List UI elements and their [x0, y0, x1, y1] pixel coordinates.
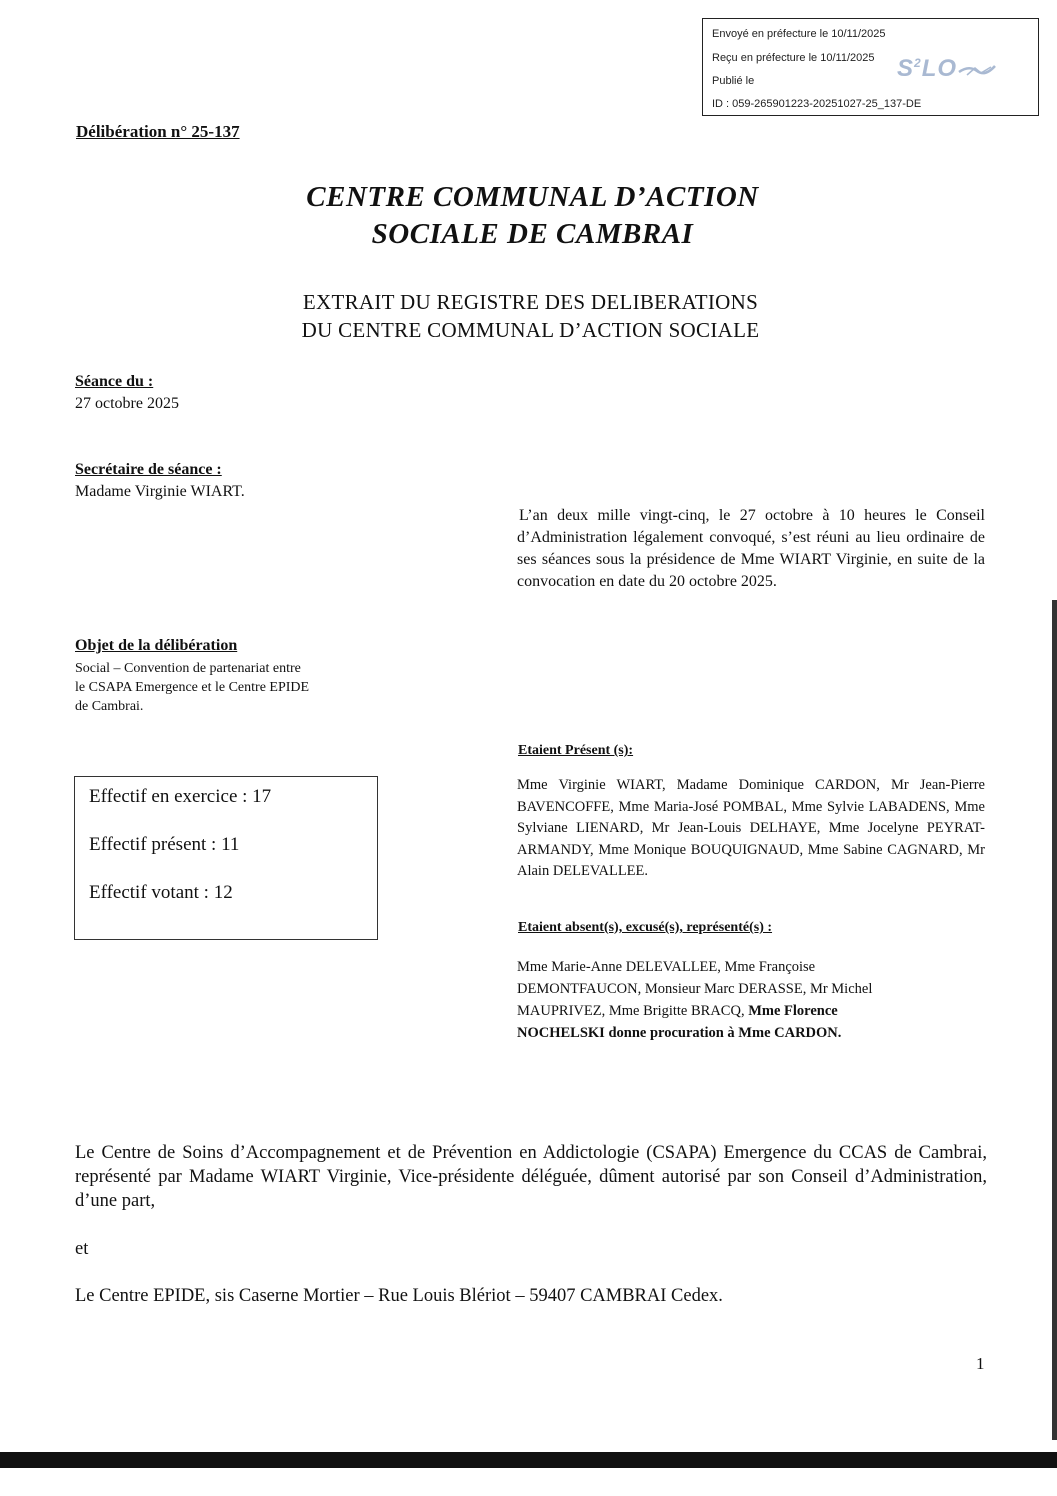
secretaire-label: Secrétaire de séance :: [75, 461, 222, 478]
scan-border-bar: [0, 1452, 1057, 1468]
stamp-published: Publié le: [712, 75, 755, 87]
page-number: 1: [976, 1354, 985, 1373]
absents-line: DEMONTFAUCON, Monsieur Marc DERASSE, Mr Michel: [517, 981, 873, 997]
objet-line: de Cambrai.: [75, 699, 144, 714]
subtitle-line-1: EXTRAIT DU REGISTRE DES DELIBERATIONS: [302, 290, 759, 314]
effectif-votant: Effectif votant : 12: [89, 882, 233, 903]
effectif-present: Effectif présent : 11: [89, 834, 240, 855]
stamp-received: Reçu en préfecture le 10/11/2025: [712, 52, 875, 64]
absents-line: Mme Marie-Anne DELEVALLEE, Mme Françoise: [517, 959, 816, 975]
epide-paragraph: Le Centre EPIDE, sis Caserne Mortier – Rue Louis Blériot – 59407 CAMBRAI Cedex.: [75, 1286, 723, 1306]
stamp-sent: Envoyé en préfecture le 10/11/2025: [712, 28, 886, 40]
seance-label: Séance du :: [75, 373, 154, 390]
subtitle-line-2: DU CENTRE COMMUNAL D’ACTION SOCIALE: [301, 318, 760, 342]
prefecture-stamp: [702, 18, 1039, 116]
deliberation-number: Délibération n° 25-137: [76, 122, 240, 141]
objet-label: Objet de la délibération: [75, 637, 238, 654]
et-text: et: [75, 1239, 89, 1259]
objet-text: [75, 659, 309, 716]
absents-line: MAUPRIVEZ, Mme Brigitte BRACQ, Mme Florence: [517, 1003, 838, 1019]
absents-list: [517, 956, 872, 1044]
absents-procuration: NOCHELSKI donne procuration à Mme CARDON.: [517, 1025, 842, 1041]
secretaire-name: Madame Virginie WIART.: [75, 483, 245, 500]
stamp-id: ID : 059-265901223-20251027-25_137-DE: [712, 98, 922, 110]
effectif-box: [74, 776, 378, 940]
title-line-2: SOCIALE DE CAMBRAI: [371, 218, 694, 250]
presents-list: Mme Virginie WIART, Madame Dominique CARDON, Mr Jean-Pierre BAVENCOFFE, Mme Maria-José POMBAL, Mme Sylvie LABADENS, Mme Sylviane LIENARD, Mr Jean-Louis DELHAYE, Mme Jocelyne PEYRAT-ARMANDY, Mme Monique BOUQUIGNAUD, Mme Sabine CAGNARD, Mr Alain DELEVALLEE.: [517, 777, 985, 879]
presents-label: Etaient Présent (s):: [518, 743, 634, 758]
scan-edge: [1052, 600, 1057, 1440]
csapa-paragraph: Le Centre de Soins d’Accompagnement et de Prévention en Addictologie (CSAPA) Emergence du CCAS de Cambrai, représenté par Madame WIART Virginie, Vice-présidente déléguée, dûment autorisé par son Conseil d’Administration, d’une part,: [75, 1143, 987, 1211]
objet-line: Social – Convention de partenariat entre: [75, 661, 301, 676]
objet-line: le CSAPA Emergence et le Centre EPIDE: [75, 680, 310, 695]
seance-date: 27 octobre 2025: [75, 395, 179, 412]
absents-procuration-name: Mme Florence: [744, 1003, 838, 1019]
absents-label: Etaient absent(s), excusé(s), représenté(s) :: [518, 920, 773, 935]
title-line-1: CENTRE COMMUNAL D’ACTION: [306, 181, 759, 213]
intro-paragraph: L’an deux mille vingt-cinq, le 27 octobre à 10 heures le Conseil d’Administration légalement convoqué, s’est réuni au lieu ordinaire de ses séances sous la présidence de Mme WIART Virginie, en suite de la convocation en date du 20 octobre 2025.: [517, 507, 985, 590]
slo-logo: $S^2LO$: [897, 55, 997, 83]
effectif-exercice: Effectif en exercice : 17: [89, 786, 272, 807]
